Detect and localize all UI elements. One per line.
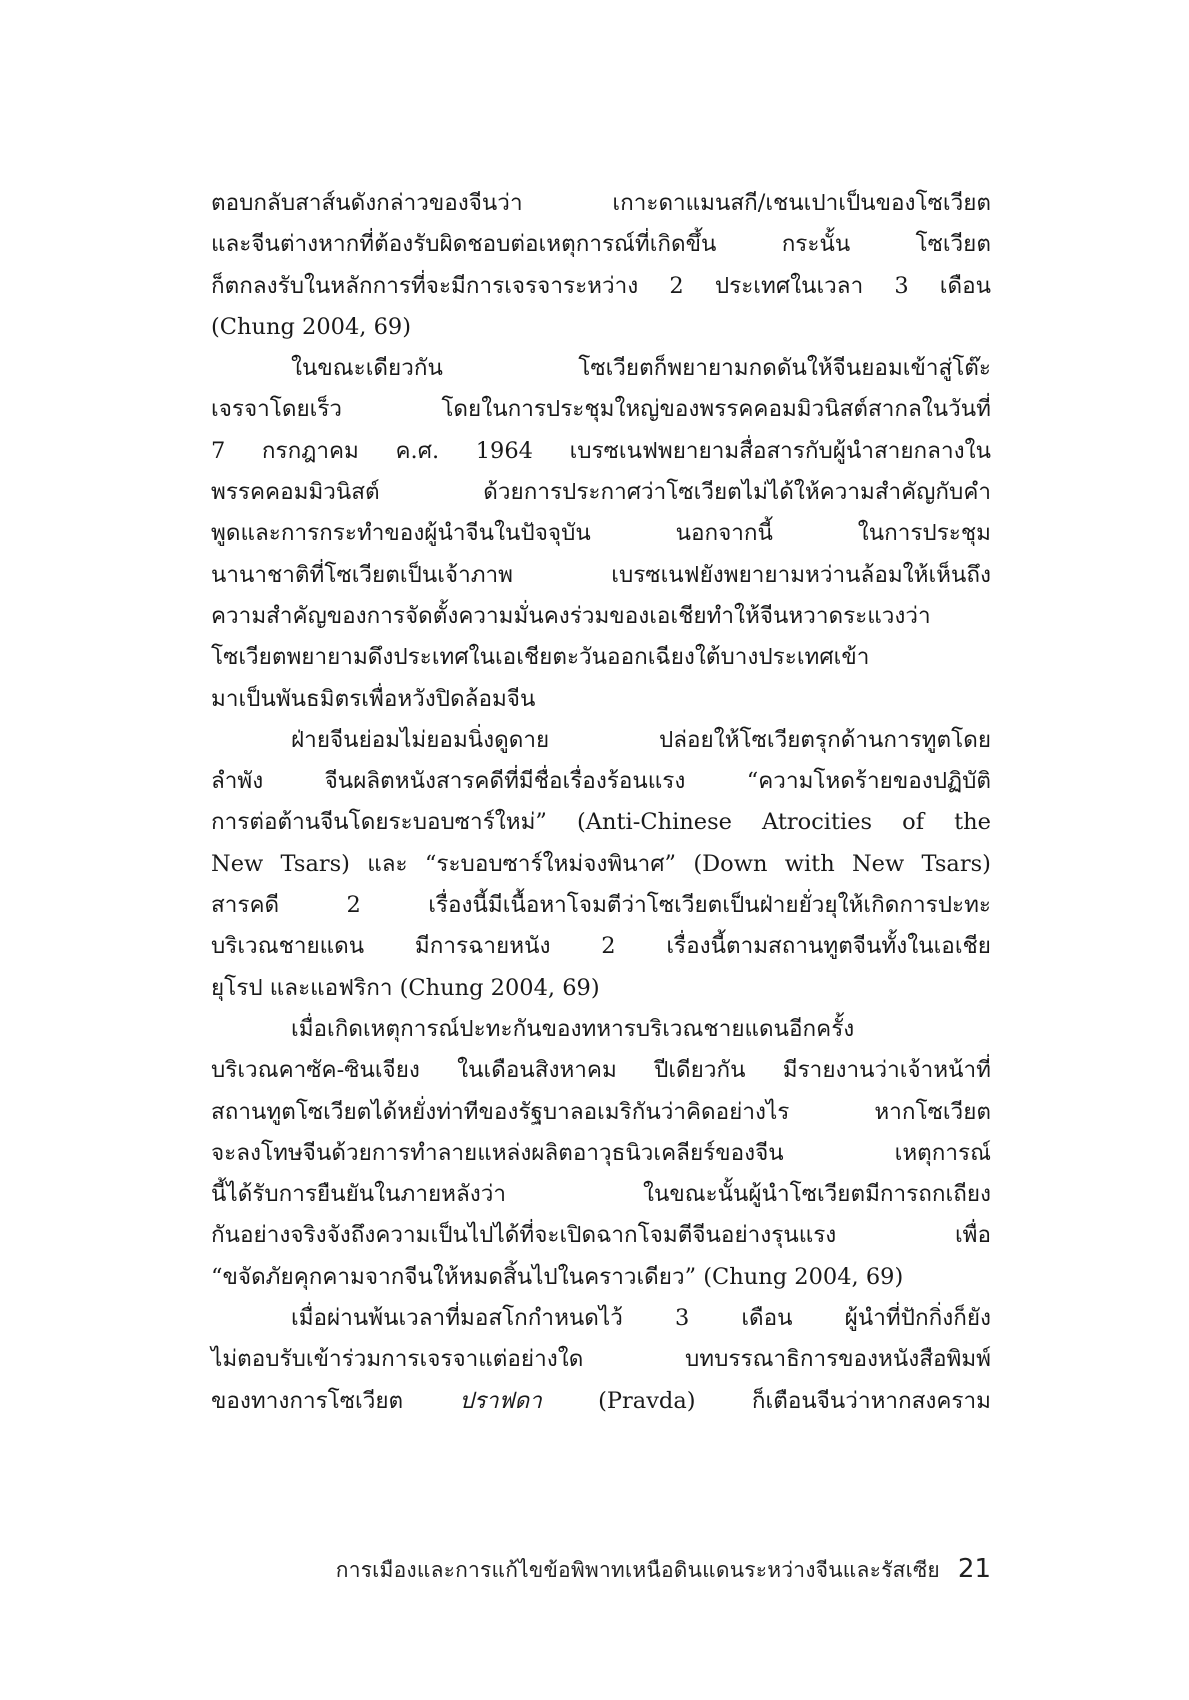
text-segment: ไม่ตอบรับเข้าร่วมการเจรจาแต่อย่างใด: [211, 1346, 584, 1373]
text-segment: ปล่อยให้โซเวียตรุกด้านการทูตโดย: [658, 726, 991, 753]
text-line: [211, 968, 991, 1009]
text-segment: Atrocities: [762, 809, 873, 836]
text-segment: จีนผลิตหนังสารคดีที่มีชื่อเรื่องร้อนแรง: [324, 768, 686, 795]
text-segment: กระนั้น: [781, 231, 851, 258]
text-line: [211, 761, 991, 802]
text-segment: เรื่องนี้ตามสถานทูตจีนทั้งในเอเชีย: [666, 933, 991, 960]
text-segment: สถานทูตโซเวียตได้หยั่งท่าทีของรัฐบาลอเมริกันว่าคิดอย่างไร: [211, 1098, 790, 1125]
text-segment: ตอบกลับสาส์นดังกล่าวของจีนว่า: [211, 190, 523, 216]
text-segment: 2004,: [302, 313, 367, 340]
text-segment: และแอฟริกา: [269, 974, 393, 1001]
text-segment: เบรซเนฟยังพยายามหว่านล้อมให้เห็นถึง: [611, 561, 991, 588]
text-line: [211, 183, 991, 224]
text-line: [211, 637, 991, 678]
text-segment: และจีนต่างหากที่ต้องรับผิดชอบต่อเหตุการณ์ที่เกิดขึ้น: [211, 231, 717, 258]
text-segment: Tsars): [921, 850, 991, 877]
text-segment: ปีเดียวกัน: [654, 1057, 746, 1084]
text-segment: เดือน: [939, 272, 991, 299]
text-line: [211, 513, 991, 554]
running-footer: [308, 1554, 991, 1587]
text-segment: of: [902, 809, 925, 836]
text-segment: 2004,: [490, 974, 556, 1001]
text-line: [211, 1339, 991, 1380]
text-segment: ประเทศในเวลา: [714, 272, 864, 299]
text-segment: เจรจาโดยเร็ว: [211, 396, 343, 423]
text-segment: (Chung: [211, 313, 295, 340]
text-segment: โซเวียตพยายามดึงประเทศในเอเชียตะวันออกเฉียงใต้บางประเทศเข้า: [211, 644, 870, 671]
text-segment: พูดและการกระทำของผู้นำจีนในปัจจุบัน: [211, 520, 591, 547]
text-segment: ฝ่ายจีนย่อมไม่ยอมนิ่งดูดาย: [291, 726, 550, 753]
text-segment: มาเป็นพันธมิตรเพื่อหวังปิดล้อมจีน: [211, 685, 536, 712]
text-segment: ในเดือนสิงหาคม: [457, 1057, 617, 1084]
text-segment: สารคดี: [211, 892, 280, 919]
text-line: [211, 266, 991, 307]
text-segment: New: [211, 850, 264, 877]
text-line: [211, 596, 991, 637]
text-segment: การต่อต้านจีนโดยระบอบซาร์ใหม่”: [211, 809, 547, 836]
text-line: [211, 844, 991, 885]
text-segment: “ระบอบซาร์ใหม่จงพินาศ”: [424, 850, 677, 877]
text-segment: โซเวียตก็พยายามกดดันให้จีนยอมเข้าสู่โต๊ะ: [578, 355, 991, 382]
text-segment: ในขณะเดียวกัน: [291, 355, 443, 382]
text-segment: เมื่อผ่านพ้นเวลาที่มอสโกกำหนดไว้: [291, 1305, 623, 1332]
body-text: [211, 183, 991, 1422]
text-segment: บริเวณคาซัค-ซินเจียง: [211, 1057, 420, 1084]
text-segment: บริเวณชายแดน: [211, 933, 365, 960]
text-line: [211, 720, 991, 761]
text-segment: เมื่อเกิดเหตุการณ์ปะทะกันของทหารบริเวณชายแดนอีกครั้ง: [291, 1015, 855, 1042]
text-segment: ค.ศ.: [395, 437, 440, 464]
text-segment: ก็เตือนจีนว่าหากสงคราม: [751, 1387, 991, 1414]
text-segment: “ขจัดภัยคุกคามจากจีนให้หมดสิ้นไปในคราวเดียว”: [211, 1263, 697, 1290]
text-segment: เบรซเนฟพยายามสื่อสารกับผู้นำสายกลางใน: [569, 437, 991, 464]
text-line: [211, 1133, 991, 1174]
text-line: [211, 1215, 991, 1256]
text-segment: New: [851, 850, 905, 877]
text-segment: และ: [367, 850, 408, 877]
text-segment: 2004,: [794, 1263, 859, 1290]
text-segment: 2: [601, 933, 616, 960]
text-segment: ผู้นำที่ปักกิ่งก็ยัง: [844, 1305, 991, 1332]
text-segment: เดือน: [741, 1305, 793, 1332]
text-line: [211, 1092, 991, 1133]
footer-book-title: การเมืองและการแก้ไขข้อพิพาทเหนือดินแดนระหว่างจีนและรัสเซีย: [335, 1558, 940, 1582]
text-line: [211, 1050, 991, 1091]
text-segment: โซเวียต: [915, 231, 991, 258]
text-line: [211, 679, 991, 720]
text-segment: 7: [211, 437, 226, 464]
text-segment: ยุโรป: [211, 974, 263, 1001]
text-line: [211, 1298, 991, 1339]
text-line: [211, 802, 991, 843]
text-segment: พรรคคอมมิวนิสต์: [211, 479, 380, 506]
text-line: [211, 472, 991, 513]
text-segment: เหตุการณ์: [894, 1139, 991, 1166]
text-segment: 69): [865, 1263, 904, 1290]
text-segment: ปราฟดา: [459, 1387, 542, 1414]
text-segment: ลำพัง: [211, 768, 264, 795]
text-line: [211, 307, 991, 348]
text-segment: 1964: [475, 437, 533, 464]
text-segment: Tsars): [280, 850, 350, 877]
text-segment: with: [784, 850, 835, 877]
text-line: [211, 1257, 991, 1298]
text-segment: ก็ตกลงรับในหลักการที่จะมีการเจรจาระหว่าง: [211, 272, 639, 299]
text-segment: ในการประชุม: [857, 520, 991, 547]
text-segment: นานาชาติที่โซเวียตเป็นเจ้าภาพ: [211, 561, 514, 588]
text-segment: นี้ได้รับการยืนยันในภายหลังว่า: [211, 1181, 507, 1208]
text-line: [211, 1381, 991, 1422]
text-segment: ความสำคัญของการจัดตั้งความมั่นคงร่วมของเอเชียทำให้จีนหวาดระแวงว่า: [211, 602, 931, 629]
text-segment: มีการฉายหนัง: [414, 933, 551, 960]
text-line: [211, 885, 991, 926]
text-segment: the: [954, 809, 991, 836]
text-segment: 2: [669, 272, 684, 299]
text-segment: (Down: [693, 850, 768, 877]
text-line: [211, 431, 991, 472]
text-segment: จะลงโทษจีนด้วยการทำลายแหล่งผลิตอาวุธนิวเคลียร์ของจีน: [211, 1139, 784, 1166]
text-line: [211, 555, 991, 596]
text-line: [211, 1174, 991, 1215]
text-segment: เกาะดาแมนสกี/เชนเปาเป็นของโซเวียต: [612, 190, 991, 216]
text-segment: 69): [373, 313, 412, 340]
text-segment: เรื่องนี้มีเนื้อหาโจมตีว่าโซเวียตเป็นฝ่ายยั่วยุให้เกิดการปะทะ: [428, 892, 991, 919]
text-segment: บทบรรณาธิการของหนังสือพิมพ์: [685, 1346, 991, 1373]
text-line: [211, 348, 991, 389]
text-segment: นอกจากนี้: [675, 520, 773, 547]
text-segment: 3: [894, 272, 909, 299]
text-segment: 69): [562, 974, 600, 1001]
text-segment: หากโซเวียต: [874, 1098, 991, 1125]
text-segment: กันอย่างจริงจังถึงความเป็นไปได้ที่จะเปิดฉากโจมตีจีนอย่างรุนแรง: [211, 1222, 837, 1249]
text-line: [211, 1009, 991, 1050]
text-segment: เพื่อ: [954, 1222, 991, 1249]
text-segment: (Chung: [399, 974, 484, 1001]
text-segment: (Anti-Chinese: [577, 809, 732, 836]
text-segment: (Chung: [703, 1263, 788, 1290]
text-segment: 3: [674, 1305, 690, 1332]
text-segment: “ความโหดร้ายของปฏิบัติ: [746, 768, 991, 795]
text-segment: ของทางการโซเวียต: [211, 1387, 404, 1414]
text-line: [211, 389, 991, 430]
text-segment: กรกฎาคม: [261, 437, 359, 464]
text-segment: มีรายงานว่าเจ้าหน้าที่: [782, 1057, 991, 1084]
text-segment: โดยในการประชุมใหญ่ของพรรคคอมมิวนิสต์สากลในวันที่: [441, 396, 991, 423]
page-number: 21: [957, 1554, 991, 1584]
text-segment: 2: [346, 892, 361, 919]
text-segment: ด้วยการประกาศว่าโซเวียตไม่ได้ให้ความสำคัญกับคำ: [483, 479, 991, 506]
text-segment: ในขณะนั้นผู้นำโซเวียตมีการถกเถียง: [642, 1181, 991, 1208]
text-line: [211, 926, 991, 967]
text-line: [211, 224, 991, 265]
text-segment: (Pravda): [598, 1387, 696, 1414]
